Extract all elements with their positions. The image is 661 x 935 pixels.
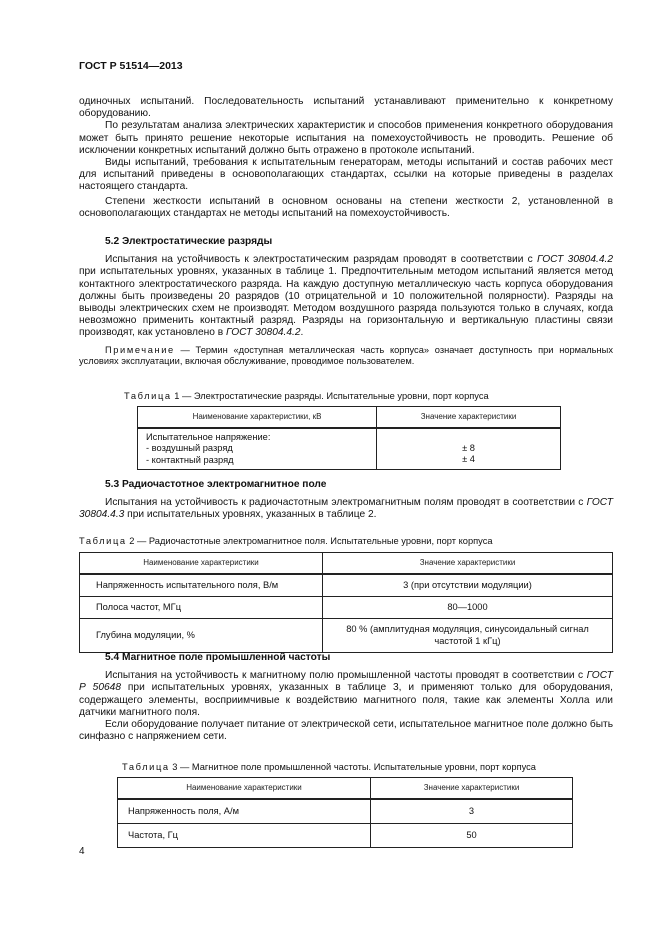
standard-reference: ГОСТ 30804.4.2: [226, 327, 301, 339]
paragraph: [79, 254, 613, 339]
document-header: ГОСТ Р 51514—2013: [79, 60, 183, 72]
table-cell: Напряженность испытательного поля, В/м: [80, 574, 323, 597]
table-cell: 50: [371, 824, 573, 848]
column-header: Значение характеристики: [377, 407, 561, 429]
table-caption: [124, 390, 489, 402]
paragraph: [79, 670, 613, 719]
column-header: Наименование характеристики: [118, 778, 371, 800]
table-1: [137, 406, 561, 470]
table-caption: [122, 761, 536, 773]
caption-text: 1 — Электростатические разряды. Испытательные уровни, порт корпуса: [174, 391, 489, 401]
text-run: при испытательных уровнях, указанных в таблице 3, и применяют только для оборудования, содержащего элементы, восприимчивые к воздействию магнитного поля, такие как элементы Холла или датчики магнитного поля.: [79, 682, 613, 718]
table-row: [138, 428, 561, 470]
table-3: [117, 777, 573, 848]
table-cell: 80—1000: [323, 597, 613, 619]
table-2: [79, 552, 613, 653]
paragraph: [79, 497, 613, 521]
text-run: Испытания на устойчивость к радиочастотным электромагнитным полям проводят в соответствии с: [105, 497, 584, 509]
table-cell: [377, 428, 561, 470]
standard-reference: ГОСТ Р 50648: [79, 670, 613, 694]
cell-line: - контактный разряд: [146, 454, 234, 465]
intro-block: [79, 96, 613, 220]
paragraph: Степени жесткости испытаний в основном основаны на степени жесткости 2, установленной в основополагающих стандартах не методы испытаний на помехоустойчивость.: [79, 195, 613, 219]
caption-text: 2 — Радиочастотные электромагнитное поля. Испытательные уровни, порт корпуса: [129, 536, 493, 546]
note-text: — Термин «доступная металлическая часть корпуса» означает доступность при нормальных условиях эксплуатации, включая обслуживание, проводимое пользователем.: [79, 344, 613, 366]
caption-text: 3 — Магнитное поле промышленной частоты. Испытательные уровни, порт корпуса: [172, 762, 536, 772]
cell-line: Испытательное напряжение:: [146, 432, 271, 442]
paragraph: По результатам анализа электрических характеристик и способов применения конкретного оборудования может быть принято решение некоторые испытания на помехоустойчивость не проводить. Решение об исключении конкретных испытаний должно быть отражено в протоколе испытаний.: [79, 120, 613, 156]
note: [79, 345, 613, 367]
section-title: 5.2 Электростатические разряды: [105, 236, 273, 247]
paragraph: Если оборудование получает питание от электрической сети, испытательное магнитное поле должно быть синфазно с напряжением сети.: [79, 719, 613, 743]
text-run: Испытания на устойчивость к магнитному полю промышленной частоты проводят в соответствии с: [105, 670, 584, 682]
column-header: Значение характеристики: [371, 778, 573, 800]
column-header: Наименование характеристики, кВ: [138, 407, 377, 429]
table-cell: Напряженность поля, А/м: [118, 799, 371, 824]
standard-reference: ГОСТ 30804.4.3: [79, 497, 613, 521]
section-5-2: [79, 236, 613, 367]
table-cell: Частота, Гц: [118, 824, 371, 848]
text-run: при испытательных уровнях, указанных в таблице 1. Предпочтительным методом испытаний является метод контактного электростатического разряда. На каждую доступную металлическую часть корпуса оборудования должны быть произведены 20 разрядов (10 отрицательной и 10 положительной полярности). Разряды на выводы электрических схем не производят. Методом воздушного разряда пользуются только в случаях, когда невозможно применить контактный разряд. Разряды на горизонтальную и вертикальную пластины связи производят, как установлено в: [79, 266, 613, 339]
column-header: Наименование характеристики: [80, 553, 323, 575]
table-row: [118, 799, 573, 824]
standard-reference: ГОСТ 30804.4.2: [537, 254, 613, 266]
caption-label: Таблица: [79, 536, 127, 546]
caption-label: Таблица: [124, 391, 172, 401]
table-cell: Глубина модуляции, %: [80, 619, 323, 653]
section-5-4: [79, 652, 613, 743]
cell-line: - воздушный разряд: [146, 443, 233, 454]
page-number: 4: [79, 846, 85, 857]
cell-line: ± 4: [462, 454, 475, 465]
table-cell: 3: [371, 799, 573, 824]
table-row: [80, 574, 613, 597]
caption-label: Таблица: [122, 762, 170, 772]
section-5-3: [79, 479, 613, 522]
section-title: 5.4 Магнитное поле промышленной частоты: [105, 652, 331, 663]
paragraph: одиночных испытаний. Последовательность испытаний устанавливают применительно к конкретному оборудованию.: [79, 96, 613, 120]
note-label: Примечание: [105, 344, 175, 355]
table-cell: 3 (при отсутствии модуляции): [323, 574, 613, 597]
section-title: 5.3 Радиочастотное электромагнитное поле: [105, 479, 327, 490]
cell-line: ± 8: [462, 443, 475, 453]
table-row: [118, 824, 573, 848]
paragraph: Виды испытаний, требования к испытательным генераторам, методы испытаний и состав рабочих мест для испытаний приведены в основополагающих стандартах, ссылки на которые приведены в разделах настоящего стандарта.: [79, 157, 613, 193]
table-cell: Полоса частот, МГц: [80, 597, 323, 619]
table-caption: [79, 535, 493, 547]
text-run: при испытательных уровнях, указанных в таблице 2.: [127, 509, 377, 521]
table-row: [80, 619, 613, 653]
table-cell: 80 % (амплитудная модуляция, синусоидальный сигнал частотой 1 кГц): [323, 619, 613, 653]
table-cell: [138, 428, 377, 470]
text-run: .: [300, 327, 304, 339]
column-header: Значение характеристики: [323, 553, 613, 575]
text-run: Испытания на устойчивость к электростатическим разрядам проводят в соответствии с: [105, 254, 533, 266]
table-row: [80, 597, 613, 619]
